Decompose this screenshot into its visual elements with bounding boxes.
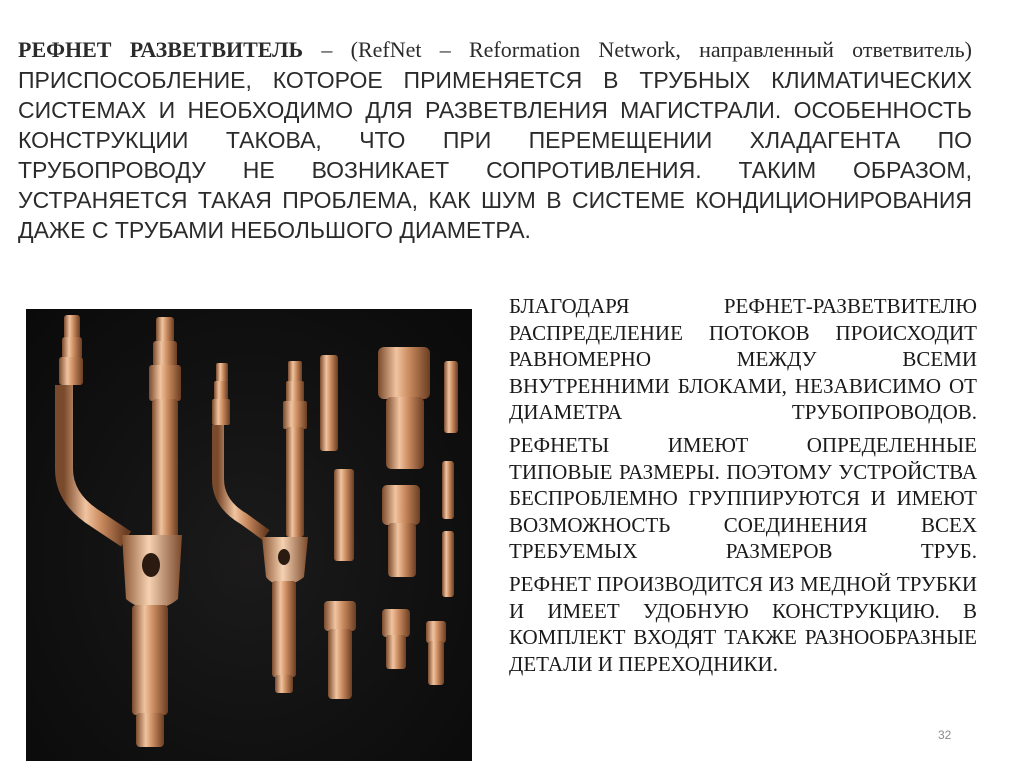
page-number: 32	[938, 728, 952, 742]
copper-fittings-illustration	[26, 309, 472, 761]
refnet-photo	[26, 309, 472, 761]
intro-body: ПРИСПОСОБЛЕНИЕ, КОТОРОЕ ПРИМЕНЯЕТСЯ В ТРУБНЫХ КЛИМАТИЧЕСКИХ СИСТЕМАХ И НЕОБХОДИМО ДЛЯ РАЗВЕТВЛЕНИЯ МАГИСТРАЛИ. ОСОБЕННОСТЬ КОНСТРУКЦИИ ТАКОВА, ЧТО ПРИ ПЕРЕМЕЩЕНИИ ХЛАДАГЕНТА ПО ТРУБОПРОВОДУ НЕ ВОЗНИКАЕТ СОПРОТИВЛЕНИЯ. ТАКИМ ОБРАЗОМ, УСТРАНЯЕТСЯ ТАКАЯ ПРОБЛЕМА, КАК ШУМ В СИСТЕМЕ КОНДИЦИОНИРОВАНИЯ ДАЖЕ С ТРУБАМИ НЕБОЛЬШОГО ДИАМЕТРА.	[18, 67, 972, 243]
term-title: РЕФНЕТ РАЗВЕТВИТЕЛЬ	[18, 37, 304, 62]
paragraph-sizes: РЕФНЕТЫ ИМЕЮТ ОПРЕДЕЛЕННЫЕ ТИПОВЫЕ РАЗМЕРЫ. ПОЭТОМУ УСТРОЙСТВА БЕСПРОБЛЕМНО ГРУППИРУЮТСЯ И ИМЕЮТ ВОЗМОЖНОСТЬ СОЕДИНЕНИЯ ВСЕХ ТРЕБУЕМЫХ РАЗМЕРОВ ТРУБ.	[509, 432, 977, 564]
definition-lead	[18, 37, 972, 62]
description-column	[509, 293, 977, 677]
paragraph-material: РЕФНЕТ ПРОИЗВОДИТСЯ ИЗ МЕДНОЙ ТРУБКИ И ИМЕЕТ УДОБНУЮ КОНСТРУКЦИЮ. В КОМПЛЕКТ ВХОДЯТ ТАКЖЕ РАЗНООБРАЗНЫЕ ДЕТАЛИ И ПЕРЕХОДНИКИ.	[509, 571, 977, 676]
small-y-branch	[212, 361, 308, 693]
term-definition: – (RefNet – Reformation Network, направленный ответвитель)	[303, 37, 972, 62]
adapter-pieces	[320, 347, 458, 699]
paragraph-distribution: БЛАГОДАРЯ РЕФНЕТ-РАЗВЕТВИТЕЛЮ РАСПРЕДЕЛЕНИЕ ПОТОКОВ ПРОИСХОДИТ РАВНОМЕРНО МЕЖДУ ВСЕМИ ВНУТРЕННИМИ БЛОКАМИ, НЕЗАВИСИМО ОТ ДИАМЕТРА ТРУБОПРОВОДОВ.	[509, 294, 977, 425]
intro-paragraph	[18, 34, 972, 245]
large-y-branch	[59, 315, 182, 747]
